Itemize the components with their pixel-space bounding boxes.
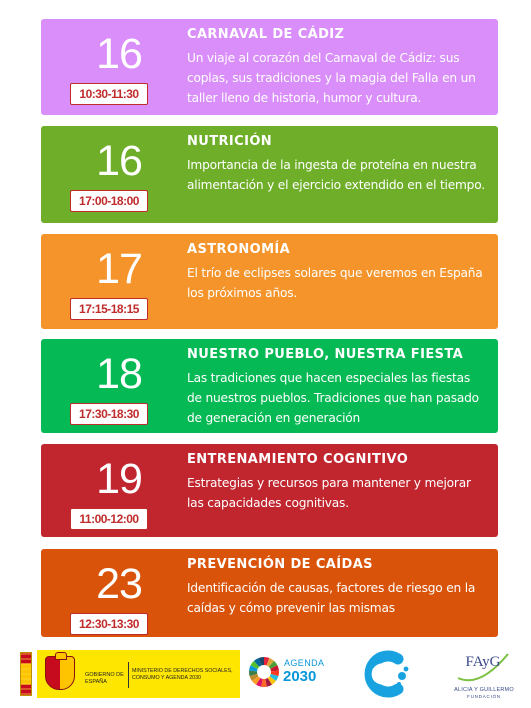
ministry-logo: [37, 650, 240, 698]
event-description: Las tradiciones que hacen especiales las fiestas de nuestros pueblos. Tradiciones que han pasado de generación en generación: [187, 371, 479, 425]
fayg-logo-text: FAyG: [465, 654, 501, 670]
event-time: 17:15-18:15: [70, 298, 148, 320]
event-card: [41, 549, 498, 637]
event-title: NUESTRO PUEBLO, NUESTRA FIESTA: [187, 347, 464, 362]
sponsor-footer: [0, 644, 531, 708]
event-description: Identificación de causas, factores de riesgo en la caídas y cómo prevenir las mismas: [187, 581, 476, 615]
event-title: ASTRONOMÍA: [187, 242, 291, 257]
event-day: 23: [96, 560, 142, 608]
event-time: 17:30-18:30: [70, 403, 148, 425]
event-card: [41, 444, 498, 537]
event-card: [41, 126, 498, 223]
event-day: 17: [96, 245, 142, 293]
agenda-year: 2030: [283, 668, 317, 685]
cc-logo-icon: [362, 649, 410, 699]
event-title: PREVENCIÓN DE CAÍDAS: [187, 557, 373, 572]
event-card: [41, 234, 498, 329]
event-time: 10:30-11:30: [70, 83, 148, 105]
event-day: 16: [96, 30, 142, 78]
sdg-wheel-icon: [249, 657, 279, 687]
foundation-sub: FUNDACIÓN: [467, 694, 501, 699]
events-list: [41, 19, 498, 648]
event-card: [41, 19, 498, 115]
event-description: Un viaje al corazón del Carnaval de Cádiz: sus coplas, sus tradiciones y la magia del Falla en un taller lleno de historia, humor y cultura.: [187, 51, 476, 105]
ministry-label: MINISTERIO DE DERECHOS SOCIALES, CONSUMO Y AGENDA 2030: [132, 668, 233, 681]
event-title: NUTRICIÓN: [187, 134, 273, 149]
event-description: Estrategias y recursos para mantener y mejorar las capacidades cognitivas.: [187, 476, 471, 510]
event-title: CARNAVAL DE CÁDIZ: [187, 27, 345, 42]
event-time: 17:00-18:00: [70, 190, 148, 212]
coat-of-arms-icon: [45, 656, 75, 690]
event-description: El trío de eclipses solares que veremos en España los próximos años.: [187, 266, 483, 300]
foundation-name: ALICIA Y GUILLERMO: [454, 687, 514, 693]
event-description: Importancia de la ingesta de proteína en nuestra alimentación y el ejercicio extendido en el tiempo.: [187, 158, 485, 192]
agenda-label: AGENDA: [284, 658, 325, 668]
event-time: 12:30-13:30: [70, 613, 148, 635]
event-title: ENTRENAMIENTO COGNITIVO: [187, 452, 409, 467]
event-card: [41, 339, 498, 433]
event-time: 11:00-12:00: [70, 508, 148, 530]
fayg-logo-icon: [450, 648, 516, 684]
event-day: 18: [96, 350, 142, 398]
event-day: 19: [96, 455, 142, 503]
ministry-divider: [128, 662, 129, 688]
event-day: 16: [96, 137, 142, 185]
spain-flag-icon: [20, 652, 32, 696]
gov-label: GOBIERNO DE ESPAÑA: [85, 672, 124, 685]
